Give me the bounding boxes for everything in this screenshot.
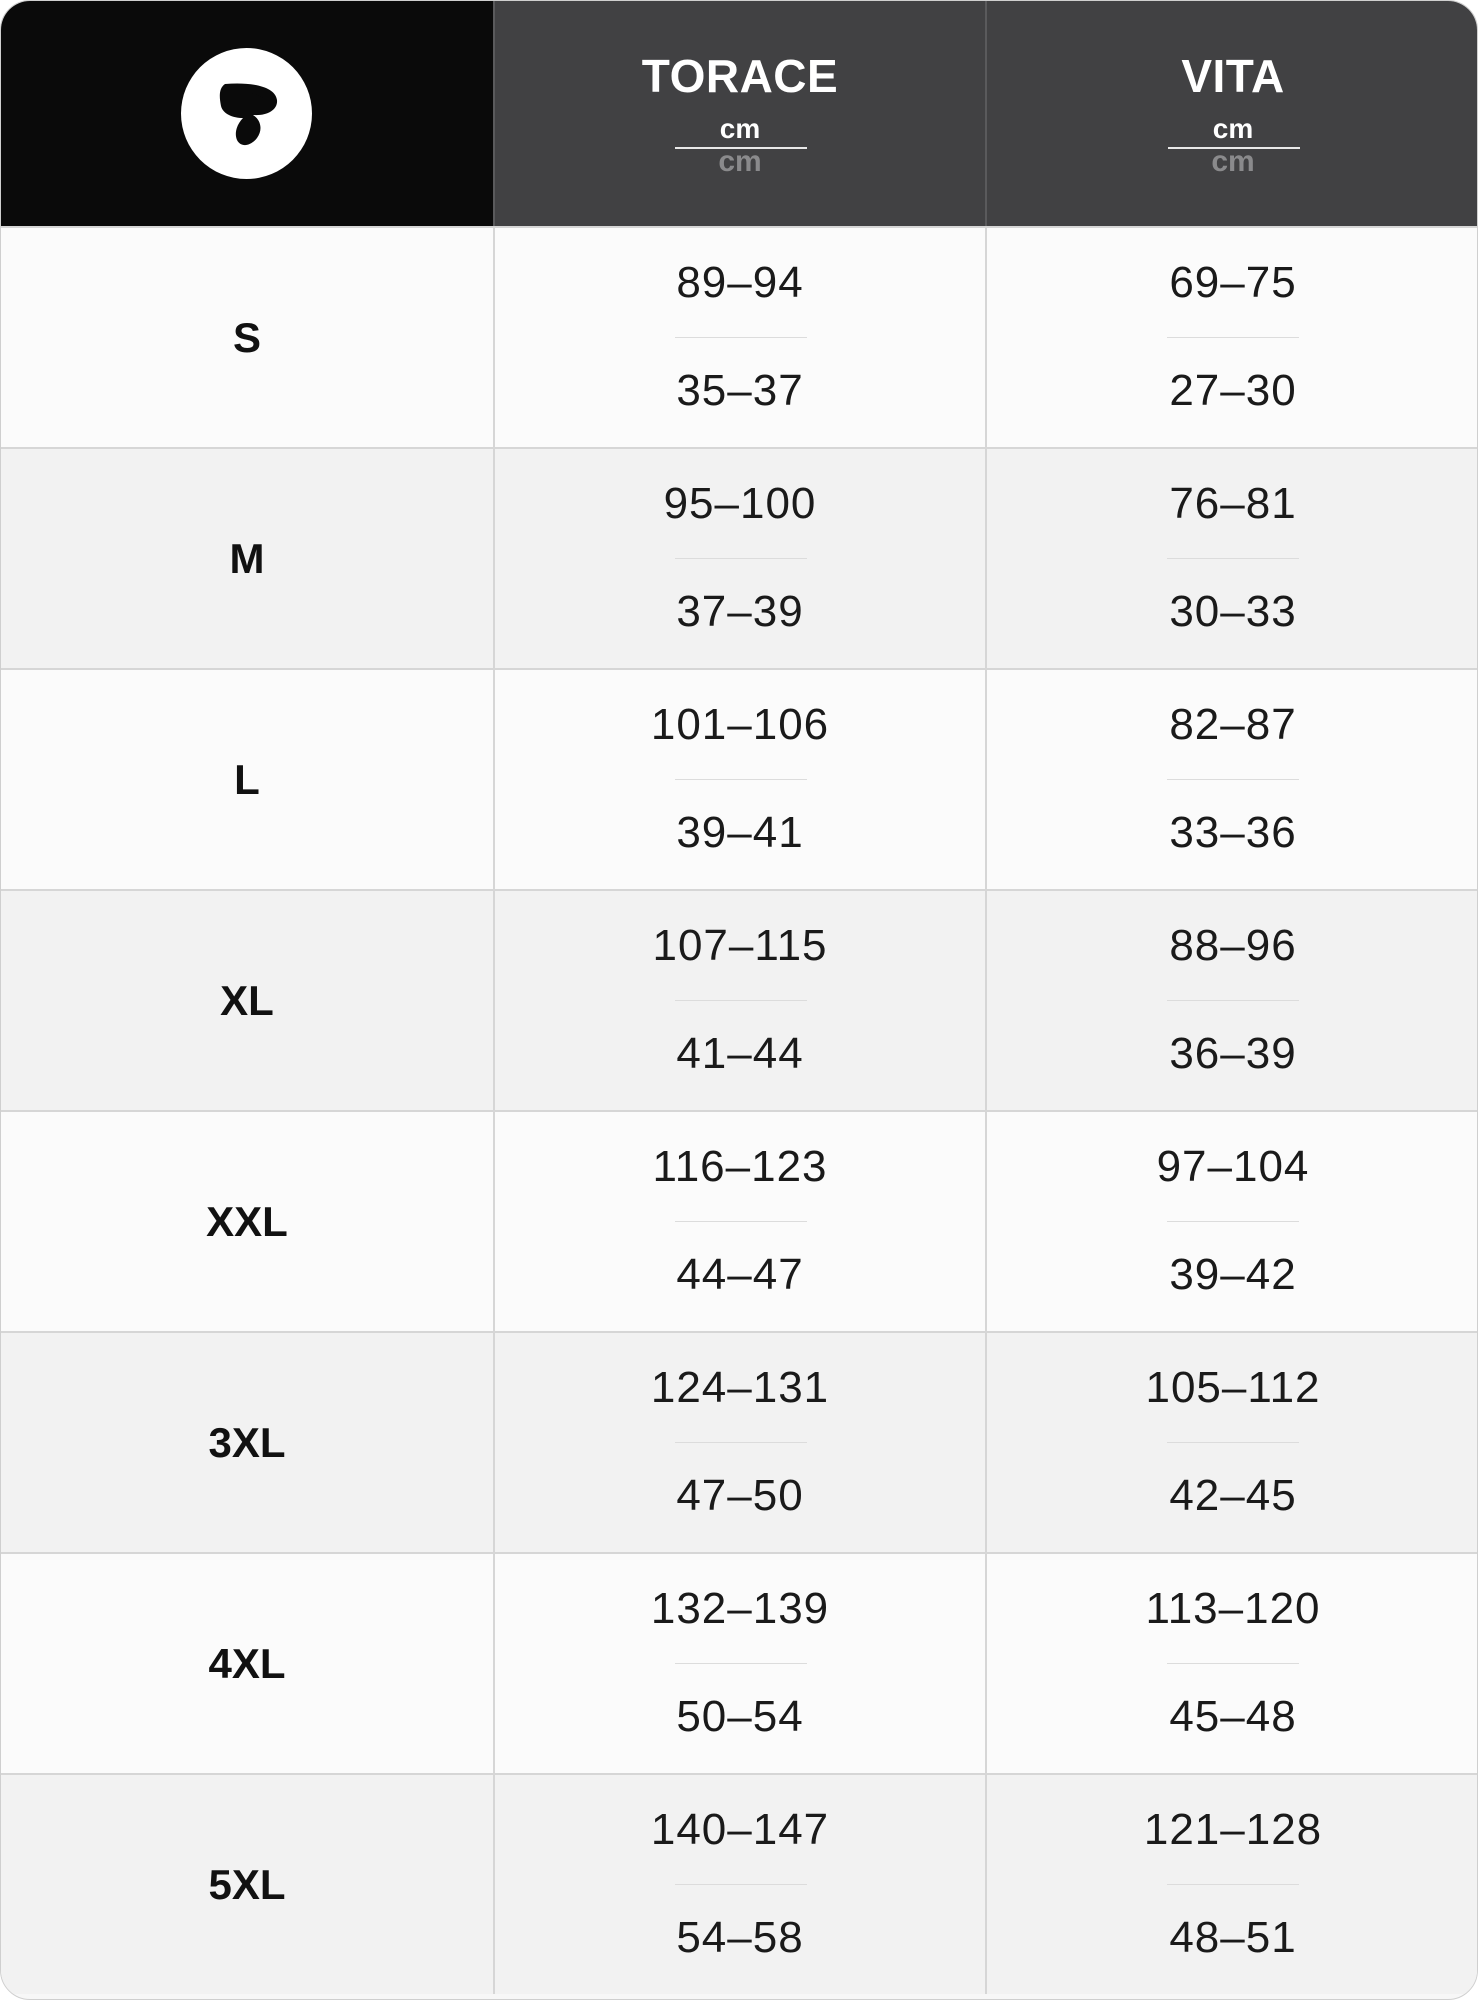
- table-row: [1, 668, 1478, 889]
- size-label: 5XL: [208, 1860, 286, 1908]
- value-divider: [675, 1663, 807, 1664]
- waist-secondary-value: 27–30: [1169, 366, 1297, 415]
- waist-cm-value: 113–120: [1145, 1584, 1321, 1633]
- waist-secondary-value: 48–51: [1169, 1913, 1297, 1962]
- size-label: L: [234, 755, 260, 803]
- value-divider: [1167, 1884, 1299, 1885]
- value-divider: [675, 1221, 807, 1222]
- column-unit-primary-chest: cm: [719, 113, 761, 144]
- table-row: [1, 1110, 1478, 1331]
- value-divider: [675, 1442, 807, 1443]
- column-header-waist: [985, 1, 1478, 226]
- value-divider: [675, 1884, 807, 1885]
- chest-cm-value: 89–94: [676, 258, 804, 307]
- logo-cell: [1, 1, 493, 226]
- column-unit-secondary-waist: cm: [1211, 145, 1255, 178]
- value-divider: [1167, 779, 1299, 780]
- chest-secondary-value: 50–54: [676, 1692, 804, 1741]
- chest-secondary-value: 54–58: [676, 1913, 804, 1962]
- waist-cm-value: 121–128: [1143, 1805, 1323, 1854]
- column-title-chest: TORACE: [641, 50, 839, 102]
- value-divider: [1167, 1000, 1299, 1001]
- waist-secondary-value: 33–36: [1169, 808, 1297, 857]
- waist-secondary-value: 30–33: [1169, 587, 1297, 636]
- waist-cm-value: 88–96: [1169, 921, 1297, 970]
- column-unit-primary-waist: cm: [1212, 113, 1254, 144]
- size-label: XXL: [206, 1197, 288, 1245]
- chest-cm-value: 132–139: [650, 1584, 830, 1633]
- waist-secondary-value: 45–48: [1169, 1692, 1297, 1741]
- size-label: 4XL: [208, 1639, 286, 1687]
- chest-secondary-value: 47–50: [676, 1471, 804, 1520]
- chest-cm-value: 124–131: [650, 1363, 830, 1412]
- size-label: 3XL: [208, 1418, 286, 1466]
- value-divider: [1167, 1442, 1299, 1443]
- table-row: [1, 1331, 1478, 1552]
- column-unit-secondary-chest: cm: [718, 145, 762, 178]
- butterfly-logo-icon: [181, 48, 312, 179]
- table-row: [1, 1552, 1478, 1773]
- value-divider: [675, 337, 807, 338]
- chest-secondary-value: 39–41: [676, 808, 804, 857]
- waist-cm-value: 82–87: [1169, 700, 1297, 749]
- chest-cm-value: 140–147: [650, 1805, 830, 1854]
- chest-secondary-value: 35–37: [676, 366, 804, 415]
- waist-secondary-value: 39–42: [1169, 1250, 1297, 1299]
- column-header-chest: [493, 1, 985, 226]
- waist-cm-value: 105–112: [1145, 1363, 1321, 1412]
- size-label: XL: [220, 976, 274, 1024]
- waist-secondary-value: 42–45: [1169, 1471, 1297, 1520]
- table-row: [1, 1773, 1478, 1994]
- table-row: [1, 447, 1478, 668]
- value-divider: [675, 779, 807, 780]
- size-label: S: [232, 313, 261, 361]
- chest-cm-value: 101–106: [650, 700, 830, 749]
- chest-secondary-value: 44–47: [676, 1250, 804, 1299]
- chest-secondary-value: 37–39: [676, 587, 804, 636]
- value-divider: [1167, 1663, 1299, 1664]
- waist-cm-value: 76–81: [1169, 479, 1297, 528]
- chest-cm-value: 107–115: [652, 921, 828, 970]
- column-title-waist: VITA: [1181, 50, 1285, 102]
- value-divider: [675, 558, 807, 559]
- value-divider: [1167, 337, 1299, 338]
- table-row: [1, 226, 1478, 447]
- size-chart-header: [1, 1, 1478, 226]
- waist-secondary-value: 36–39: [1169, 1029, 1297, 1078]
- value-divider: [675, 1000, 807, 1001]
- value-divider: [1167, 558, 1299, 559]
- chest-cm-value: 116–123: [652, 1142, 828, 1191]
- waist-cm-value: 69–75: [1169, 258, 1297, 307]
- waist-cm-value: 97–104: [1156, 1142, 1310, 1191]
- chest-cm-value: 95–100: [663, 479, 817, 528]
- table-row: [1, 889, 1478, 1110]
- size-label: M: [229, 534, 265, 582]
- value-divider: [1167, 1221, 1299, 1222]
- chest-secondary-value: 41–44: [676, 1029, 804, 1078]
